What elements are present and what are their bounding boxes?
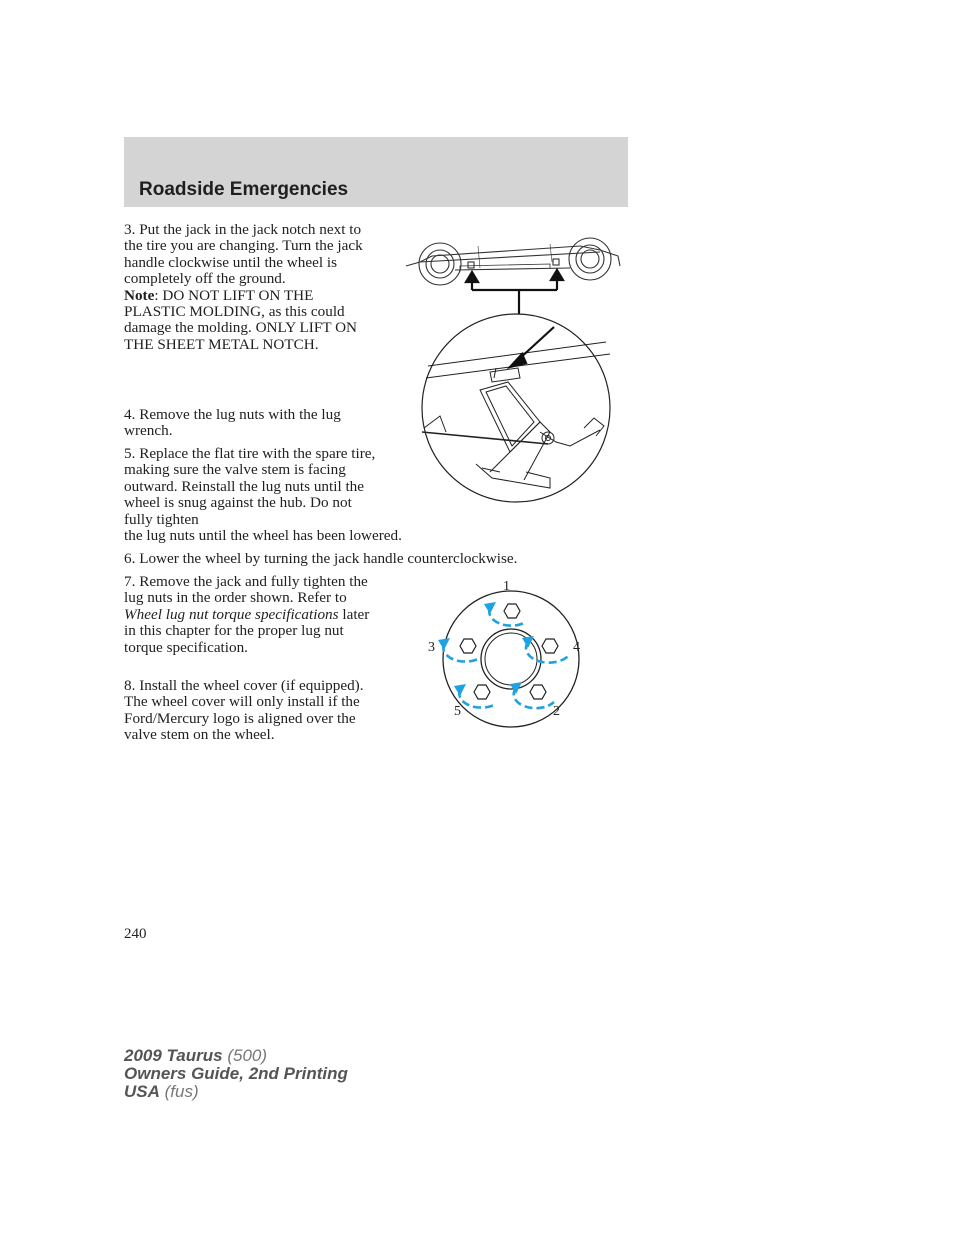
step-5-text (124, 446, 382, 528)
footer-region-code: (fus) (164, 1082, 199, 1101)
step-5-b: the lug nuts until the wheel has been lowered. (124, 527, 402, 544)
step-5-a: 5. Replace the flat tire with the spare tire, making sure the valve stem is facing outward. Reinstall the lug nuts until the wheel is snug against the hub. Do not fully tighten (124, 445, 376, 528)
step-6-text: 6. Lower the wheel by turning the jack handle counterclockwise. (124, 550, 518, 567)
step-8-text: 8. Install the wheel cover (if equipped). The wheel cover will only install if the Ford/Mercury logo is aligned over the valve stem on the wheel. (124, 677, 364, 744)
notch-pointer-arrows (466, 270, 563, 314)
order-label-4: 4 (573, 640, 580, 655)
note-label: Note (124, 286, 155, 304)
footer-region: USA (124, 1082, 160, 1101)
step-7-a: 7. Remove the jack and fully tighten the lug nuts in the order shown. Refer to (124, 573, 368, 607)
order-label-3: 3 (428, 640, 435, 655)
lug-nut-5 (474, 685, 490, 699)
step-3: 3. Put the jack in the jack notch next to the tire you are changing. Turn the jack handle clockwise until the wheel is completely off the ground. (124, 221, 363, 288)
step-3-text (124, 222, 364, 353)
step-4-text: 4. Remove the lug nuts with the lug wrench. (124, 406, 341, 440)
order-label-5: 5 (454, 704, 461, 719)
lug-nut-1 (504, 604, 520, 618)
lug-nut-order-diagram (420, 574, 590, 734)
step-7-b: later in this chapter for the proper lug nut torque specification. (124, 605, 370, 656)
lug-nut-2 (530, 685, 546, 699)
jack-placement-illustration (400, 232, 625, 510)
lug-nut-4 (542, 639, 558, 653)
lug-nut-3 (460, 639, 476, 653)
footer-model-code: (500) (227, 1046, 268, 1065)
footer-guide: Owners Guide, 2nd Printing (124, 1064, 348, 1083)
step-7-text (124, 574, 376, 656)
note-text: : DO NOT LIFT ON THE PLASTIC MOLDING, as this could damage the molding. ONLY LIFT ON THE SHEET METAL NOTCH. (124, 286, 358, 353)
order-label-2: 2 (553, 704, 560, 719)
jack-closeup-circle (422, 314, 610, 502)
car-underbody-diagram (406, 238, 620, 285)
document-footer (124, 1047, 348, 1101)
section-title: Roadside Emergencies (139, 179, 349, 200)
footer-model: 2009 Taurus (124, 1046, 223, 1065)
order-label-1: 1 (503, 579, 510, 594)
torque-spec-reference: Wheel lug nut torque specifications (124, 605, 339, 623)
page-number: 240 (124, 926, 147, 942)
